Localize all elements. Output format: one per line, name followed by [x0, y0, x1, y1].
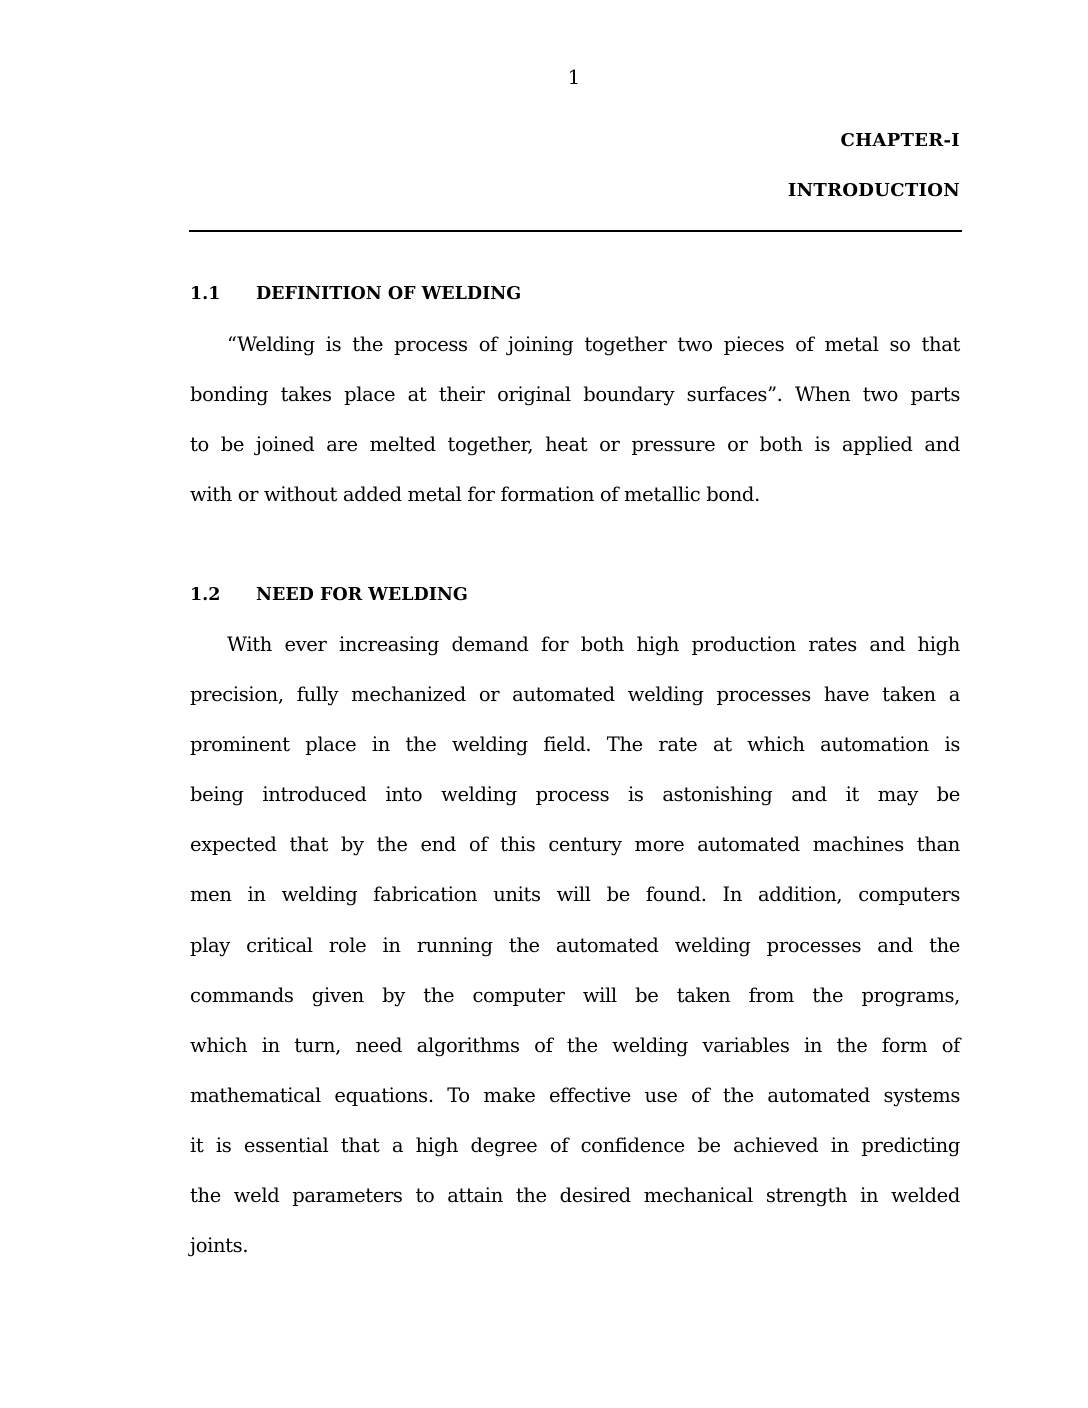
paragraph-line: to be joined are melted together, heat or pressure or both is applied and	[190, 433, 960, 456]
paragraph-line: bonding takes place at their original boundary surfaces”. When two parts	[190, 383, 960, 406]
paragraph-line: expected that by the end of this century more automated machines than	[190, 833, 960, 856]
paragraph-line: which in turn, need algorithms of the welding variables in the form of	[190, 1034, 960, 1057]
paragraph-line: the weld parameters to attain the desired mechanical strength in welded	[190, 1184, 960, 1207]
paragraph-line: prominent place in the welding field. The rate at which automation is	[190, 733, 960, 756]
paragraph-line: play critical role in running the automated welding processes and the	[190, 934, 960, 957]
section-title: DEFINITION OF WELDING	[256, 284, 522, 304]
page-number: 1	[567, 65, 581, 89]
horizontal-rule	[189, 230, 962, 232]
chapter-label: CHAPTER-I	[840, 130, 960, 151]
paragraph-line: precision, fully mechanized or automated welding processes have taken a	[190, 683, 960, 706]
paragraph-line: men in welding fabrication units will be found. In addition, computers	[190, 883, 960, 906]
paragraph-line: being introduced into welding process is astonishing and it may be	[190, 783, 960, 806]
section-number: 1.2	[190, 585, 221, 605]
paragraph-line: mathematical equations. To make effective use of the automated systems	[190, 1084, 960, 1107]
section-title: NEED FOR WELDING	[256, 585, 468, 605]
paragraph-line: commands given by the computer will be taken from the programs,	[190, 984, 960, 1007]
paragraph-line: With ever increasing demand for both high production rates and high	[227, 633, 960, 656]
chapter-title: INTRODUCTION	[787, 180, 960, 201]
paragraph-line: “Welding is the process of joining together two pieces of metal so that	[227, 333, 960, 356]
section-heading-definition	[190, 282, 521, 306]
paragraph-line: joints.	[190, 1234, 249, 1257]
section-number: 1.1	[190, 284, 221, 304]
paragraph-line: it is essential that a high degree of confidence be achieved in predicting	[190, 1134, 960, 1157]
paragraph-line: with or without added metal for formation of metallic bond.	[190, 483, 760, 506]
section-heading-need	[190, 583, 468, 607]
